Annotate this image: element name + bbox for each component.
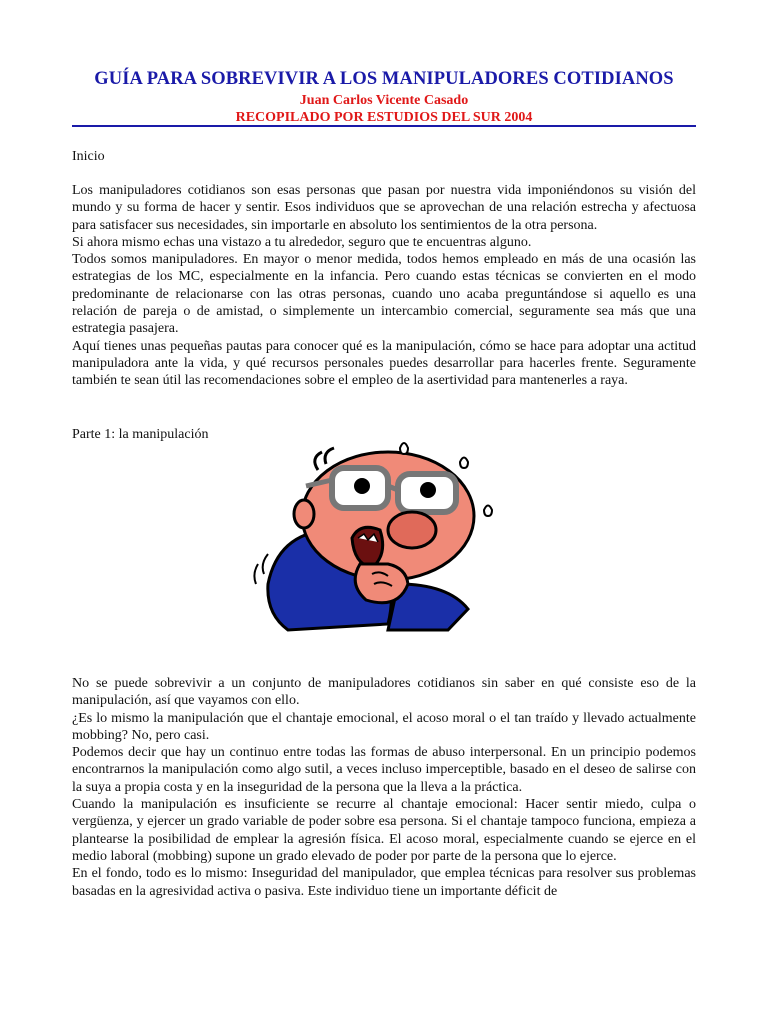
document-title: GUÍA PARA SOBREVIVIR A LOS MANIPULADORES COTIDIANOS xyxy=(94,69,674,89)
paragraph: Todos somos manipuladores. En mayor o menor medida, todos hemos empleado en más de una ocasión las estrategias de los MC, especialmente en la infancia. Pero cuando estas técnicas se convierten en el modo predominante de relacionarse con las otras personas, cuando uno acaba preguntándose si aquello es una relación de pareja o de amistad, o simplemente un intercambio comercial, seguramente sea más que una estrategia pasajera. xyxy=(72,252,696,337)
paragraph: Cuando la manipulación es insuficiente se recurre al chantaje emocional: Hacer sentir miedo, culpa o vergüenza, y ejercer un grado variable de poder sobre esa persona. Si el chantaje tampoco funciona, empieza a plantearse la posibilidad de emplear la agresión física. El acoso moral, especialmente cuando se ejerce en el medio laboral (mobbing) supone un grado elevado de poder por parte de la persona que lo ejerce. xyxy=(72,797,696,864)
document-header xyxy=(72,66,696,126)
part1-body xyxy=(72,675,696,900)
section-start-label: Inicio xyxy=(72,149,105,164)
intro-section xyxy=(72,182,696,390)
author-name: Juan Carlos Vicente Casado xyxy=(299,93,469,108)
nervous-man-cartoon-icon xyxy=(248,434,504,646)
part1-heading: Parte 1: la manipulación xyxy=(72,427,209,442)
header-divider xyxy=(72,125,696,127)
paragraph: Aquí tienes unas pequeñas pautas para conocer qué es la manipulación, cómo se hace para adoptar una actitud manipuladora ante la vida, y qué recursos personales puedes desarrollar para hacerles frente. Seguramente también te sean útil las recomendaciones sobre el empleo de la asertividad para mantenerles a raya. xyxy=(72,338,696,389)
paragraph: Los manipuladores cotidianos son esas personas que pasan por nuestra vida imponiéndonos su visión del mundo y su forma de hacer y sentir. Esos individuos que se aprovechan de una relación estrecha y afectuosa para satisfacer sus necesidades, sin importarle en absoluto los sentimientos de la otra persona. xyxy=(72,183,696,233)
paragraph: ¿Es lo mismo la manipulación que el chantaje emocional, el acoso moral o el tan traído y llevado actualmente mobbing? No, pero casi. xyxy=(72,710,696,743)
paragraph: No se puede sobrevivir a un conjunto de manipuladores cotidianos sin saber en qué consiste eso de la manipulación, así que vayamos con ello. xyxy=(72,676,696,709)
paragraph: Si ahora mismo echas una vistazo a tu alrededor, seguro que te encuentras alguno. xyxy=(72,234,532,250)
paragraph: Podemos decir que hay un continuo entre todas las formas de abuso interpersonal. En un principio podemos encontrarnos la manipulación como algo sutil, a veces incluso imperceptible, basado en el deseo de salirse con la suya a propia costa y en la inseguridad de la persona que la lleva a la práctica. xyxy=(72,745,696,795)
compiled-by-line: RECOPILADO POR ESTUDIOS DEL SUR 2004 xyxy=(235,110,533,125)
paragraph: En el fondo, todo es lo mismo: Inseguridad del manipulador, que emplea técnicas para resolver sus problemas basadas en la agresividad activa o pasiva. Este individuo tiene un importante déficit de xyxy=(72,866,696,899)
